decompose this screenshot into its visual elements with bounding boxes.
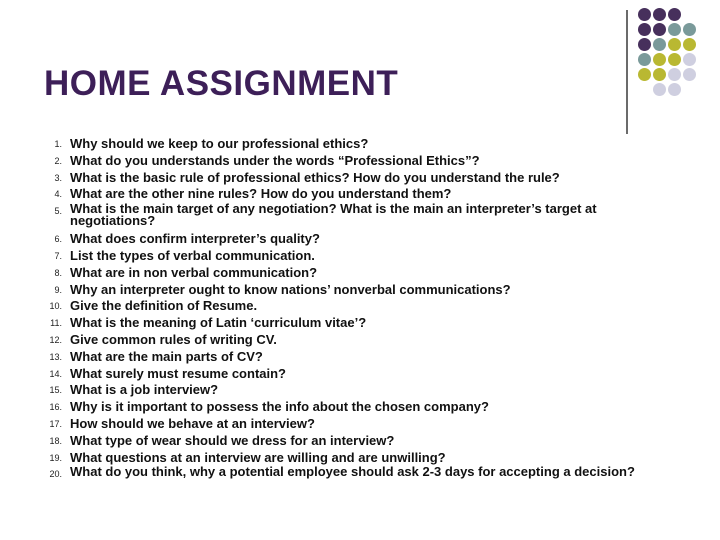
decorative-dot	[653, 38, 666, 51]
item-number: 19.	[49, 452, 62, 463]
item-number: 18.	[49, 435, 62, 446]
decorative-dot	[683, 53, 696, 66]
list-item	[40, 136, 660, 153]
decorative-dot	[668, 83, 681, 96]
decorative-dot	[683, 23, 696, 36]
list-item	[40, 298, 660, 315]
item-number: 4.	[54, 189, 62, 200]
decorative-dot	[638, 38, 651, 51]
decorative-dot	[653, 53, 666, 66]
vertical-divider	[626, 10, 628, 134]
item-number: 14.	[49, 368, 62, 379]
item-text: What are in non verbal communication?	[70, 264, 318, 280]
question-list	[40, 136, 660, 482]
decorative-dot	[668, 53, 681, 66]
item-text: How should we behave at an interview?	[70, 415, 315, 431]
decorative-dot-grid	[638, 8, 698, 116]
item-number: 8.	[54, 267, 62, 278]
list-item	[40, 349, 660, 366]
item-text: Why an interpreter ought to know nations’ nonverbal communications?	[70, 281, 511, 297]
item-text: What does confirm interpreter’s quality?	[70, 231, 320, 247]
decorative-dot	[683, 68, 696, 81]
item-text: Give common rules of writing CV.	[70, 331, 277, 347]
decorative-dot	[683, 38, 696, 51]
list-item	[40, 416, 660, 433]
decorative-dot	[638, 68, 651, 81]
item-number: 13.	[49, 351, 62, 362]
item-number: 15.	[49, 385, 62, 396]
decorative-dot	[653, 83, 666, 96]
list-item	[40, 332, 660, 349]
item-number: 17.	[49, 418, 62, 429]
item-text: What are the main parts of CV?	[70, 348, 263, 364]
item-text: Give the definition of Resume.	[70, 298, 258, 314]
item-number: 10.	[49, 301, 62, 312]
item-number: 11.	[50, 318, 62, 329]
list-item	[40, 153, 660, 170]
list-item	[40, 282, 660, 299]
decorative-dot	[668, 8, 681, 21]
item-text: What is the meaning of Latin ‘curriculum vitae’?	[70, 315, 367, 331]
item-text: Why should we keep to our professional ethics?	[70, 136, 369, 151]
list-item	[40, 231, 660, 248]
item-text: What do you think, why a potential employee should ask 2-3 days for accepting a decision?	[70, 464, 635, 480]
list-item	[40, 203, 660, 231]
item-number: 6.	[54, 234, 62, 245]
decorative-dot	[653, 68, 666, 81]
item-number: 7.	[54, 250, 62, 261]
list-item	[40, 399, 660, 416]
item-text: What do you understands under the words “Professional Ethics”?	[70, 152, 480, 168]
list-item	[40, 466, 660, 482]
list-item	[40, 265, 660, 282]
item-number: 2.	[54, 155, 62, 166]
list-item	[40, 433, 660, 450]
item-text: List the types of verbal communication.	[70, 247, 315, 263]
item-text: What is the main target of any negotiation? What is the main an interpreter’s target at negotiations?	[70, 201, 597, 229]
item-number: 5.	[54, 206, 62, 217]
item-number: 12.	[49, 334, 62, 345]
item-number: 9.	[54, 284, 62, 295]
decorative-dot	[638, 8, 651, 21]
list-item	[40, 315, 660, 332]
item-text: What questions at an interview are willing and are unwilling?	[70, 449, 446, 465]
decorative-dot	[638, 23, 651, 36]
list-item	[40, 248, 660, 265]
item-number: 3.	[54, 172, 62, 183]
list-item	[40, 170, 660, 187]
slide-title: HOME ASSIGNMENT	[44, 64, 399, 103]
decorative-dot	[668, 23, 681, 36]
item-text: Why is it important to possess the info about the chosen company?	[70, 399, 489, 415]
item-number: 16.	[49, 402, 62, 413]
item-text: What is the basic rule of professional ethics? How do you understand the rule?	[70, 169, 560, 185]
item-text: What type of wear should we dress for an interview?	[70, 432, 395, 448]
item-text: What surely must resume contain?	[70, 365, 286, 381]
item-number: 1.	[54, 139, 62, 149]
list-item	[40, 382, 660, 399]
decorative-dot	[653, 8, 666, 21]
decorative-dot	[653, 23, 666, 36]
list-item	[40, 366, 660, 383]
decorative-dot	[668, 38, 681, 51]
decorative-dot	[638, 53, 651, 66]
item-text: What is a job interview?	[70, 382, 219, 398]
decorative-dot	[668, 68, 681, 81]
item-number: 20.	[49, 469, 62, 480]
item-text: What are the other nine rules? How do you understand them?	[70, 186, 452, 202]
